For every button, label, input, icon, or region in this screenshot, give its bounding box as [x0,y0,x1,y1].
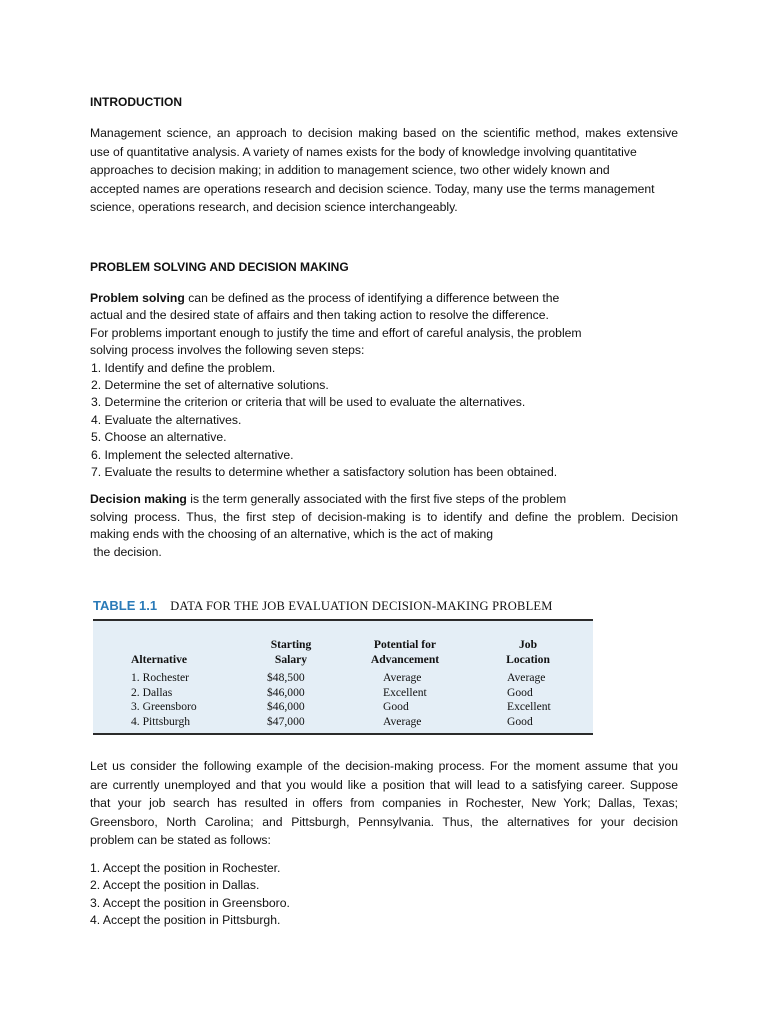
column-cells [383,671,427,729]
example-paragraph [90,757,678,850]
table-cell: 3. Greensboro [131,700,197,714]
problem-solving-term: Problem solving [90,290,185,305]
header-line: Potential for [373,638,437,651]
alternatives-list [90,860,678,930]
seven-steps-list [90,360,678,482]
header-line: Salary [274,653,308,666]
problem-solving-heading: PROBLEM SOLVING AND DECISION MAKING [90,259,349,274]
text-line: Greensboro, North Carolina; and Pittsburgh, Pennsylvania. Thus, the alternatives for your decision [90,814,678,829]
column-cells [507,671,551,729]
text-line: the decision. [90,544,162,559]
text-line: Let us consider the following example of the decision-making process. For the moment assume that you [90,759,678,773]
table-title: DATA FOR THE JOB EVALUATION DECISION-MAKING PROBLEM [170,599,553,613]
table-cell: Good [507,714,533,728]
list-item: 5. Choose an alternative. [91,430,227,445]
column-potential [355,621,455,728]
table-cell: Good [507,685,533,699]
table-figure [93,596,593,735]
column-header [355,621,455,667]
header-line: Advancement [370,653,440,666]
text-fragment: is the term generally associated with the first five steps of the problem [186,492,567,507]
table-cell: Excellent [383,685,427,699]
header-line: Alternative [131,653,188,666]
column-salary [251,621,331,728]
table-cell: 1. Rochester [131,671,189,684]
list-item: 3. Accept the position in Greensboro. [90,895,290,910]
list-item: 4. Evaluate the alternatives. [91,412,242,427]
text-line [90,491,678,508]
header-line: Starting [270,638,312,651]
list-item: 2. Determine the set of alternative solutions. [91,378,329,392]
header-line: Location [506,653,550,666]
table-cell: 2. Dallas [131,685,173,699]
column-header [131,621,187,667]
column-alternative [131,621,197,728]
decision-making-paragraph [90,491,678,561]
list-item: 3. Determine the criterion or criteria that will be used to evaluate the alternatives. [91,395,526,410]
table-cell: $47,000 [267,714,305,728]
list-item: 6. Implement the selected alternative. [91,447,294,462]
table-cell: 4. Pittsburgh [131,714,191,728]
table-cell: Excellent [507,700,551,714]
text-line: science, operations research, and decision science interchangeably. [90,200,458,215]
introduction-heading: INTRODUCTION [90,95,182,109]
text-line: problem can be stated as follows: [90,833,271,848]
table-cell: Average [383,714,422,728]
text-line: solving process. Thus, the first step of decision-making is to identify and define the problem. Decision [90,509,678,524]
list-item: 2. Accept the position in Dallas. [90,878,260,893]
table-cell: $46,000 [267,700,305,714]
list-item: 1. Identify and define the problem. [91,360,276,375]
decision-making-term: Decision making [90,492,187,507]
table-cell: $48,500 [267,671,305,684]
table-label: TABLE 1.1 [93,598,158,613]
document-body [90,94,678,561]
text-line [90,290,678,307]
table-cell: $46,000 [267,685,305,699]
text-line: are currently unemployed and that you would like a position that will lead to a satisfying career. Suppose [90,777,678,792]
list-item: 7. Evaluate the results to determine whether a satisfactory solution has been obtained. [91,465,558,480]
column-header [483,621,573,667]
table-cell: Average [383,671,422,684]
text-line: actual and the desired state of affairs and then taking action to resolve the difference. [90,308,549,323]
column-cells [131,671,197,729]
job-evaluation-table [93,619,593,735]
header-line: Job [518,638,538,651]
text-line: approaches to decision making; in addition to management science, two other widely known and [90,163,610,178]
column-cells [267,671,305,729]
text-fragment: can be defined as the process of identifying a difference between the [184,290,560,305]
introduction-paragraph [90,124,678,217]
text-line: making ends with the choosing of an alternative, which is the act of making [90,527,494,542]
text-line: accepted names are operations research and decision science. Today, many use the terms management [90,181,655,196]
column-header [251,621,331,667]
text-line: For problems important enough to justify the time and effort of careful analysis, the problem [90,325,582,340]
problem-solving-paragraph [90,290,678,360]
list-item: 1. Accept the position in Rochester. [90,860,281,875]
table-caption [93,596,593,616]
text-line: that your job search has resulted in offers from companies in Rochester, New York; Dallas, Texas; [90,796,678,811]
example-section [90,757,678,942]
text-line: solving process involves the following seven steps: [90,343,365,358]
table-cell: Average [507,671,546,684]
list-item: 4. Accept the position in Pittsburgh. [90,913,281,928]
text-line: Management science, an approach to decision making based on the scientific method, makes extensive [90,126,678,140]
column-location [483,621,573,728]
text-line: use of quantitative analysis. A variety of names exists for the body of knowledge involving quantitative [90,144,637,159]
table-cell: Good [383,700,409,714]
